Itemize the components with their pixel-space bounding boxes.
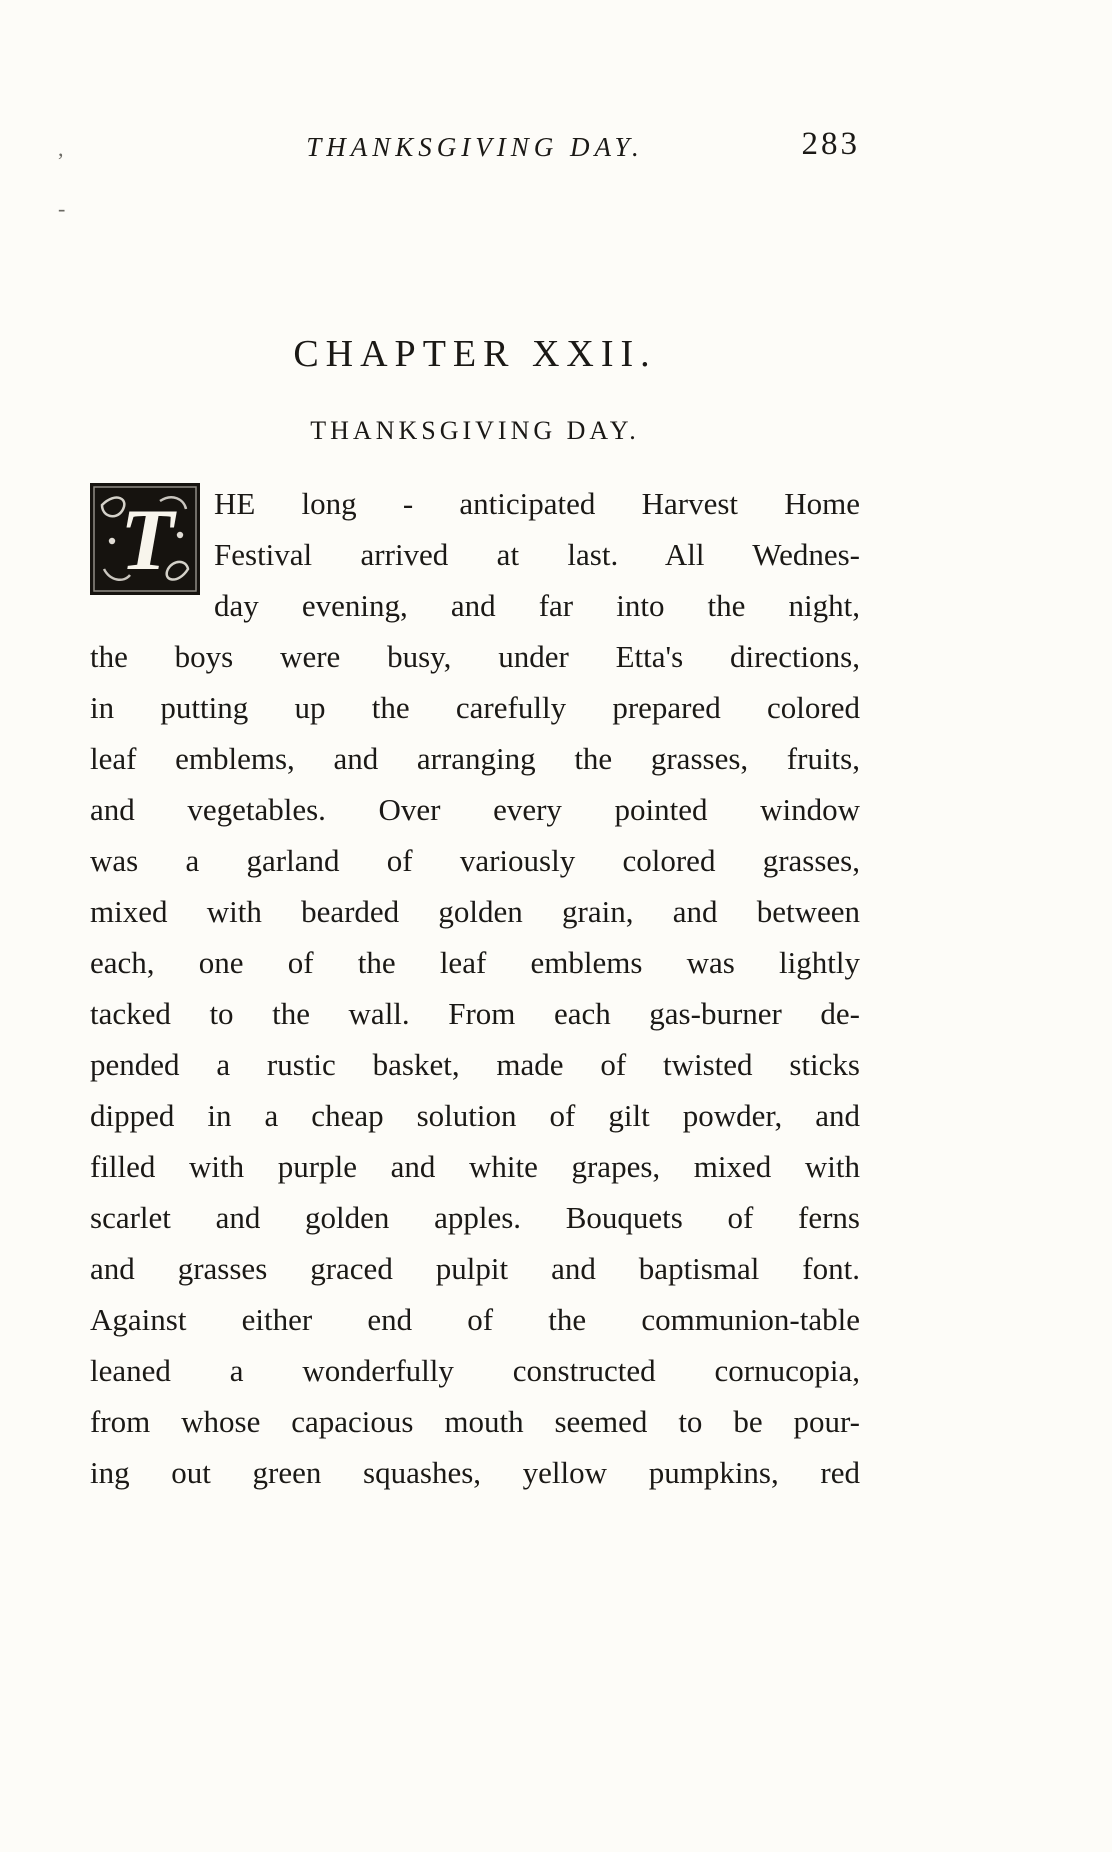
text-line: tacked to the wall. From each gas-burner de- [90,996,860,1031]
text-line: ing out green squashes, yellow pumpkins, red [90,1455,860,1490]
text-line: Festival arrived at last. All Wednes- [214,537,860,572]
running-header-title: THANKSGIVING DAY. [306,132,644,162]
body-text [90,478,860,1498]
text-line: leaf emblems, and arranging the grasses, fruits, [90,741,860,776]
svg-text:T: T [120,492,174,589]
text-block [90,0,860,1498]
text-line: mixed with bearded golden grain, and between [90,894,860,929]
text-line: day evening, and far into the night, [214,588,860,623]
scan-artifact-mark: , [58,136,64,161]
text-line: HE long - anticipated Harvest Home [214,486,860,521]
running-header [90,126,860,168]
chapter-subheading: THANKSGIVING DAY. [310,416,640,445]
text-line: filled with purple and white grapes, mixed with [90,1149,860,1184]
chapter-heading: CHAPTER XXII. [293,333,657,375]
text-line: Against either end of the communion-table [90,1302,860,1337]
text-line: dipped in a cheap solution of gilt powder, and [90,1098,860,1133]
drop-cap-initial [90,483,200,595]
page-number: 283 [801,126,860,162]
text-line: from whose capacious mouth seemed to be pour- [90,1404,860,1439]
text-line: and grasses graced pulpit and baptismal font. [90,1251,860,1286]
text-line: in putting up the carefully prepared colored [90,690,860,725]
text-line: leaned a wonderfully constructed cornucopia, [90,1353,860,1388]
text-line: was a garland of variously colored grasses, [90,843,860,878]
text-line: each, one of the leaf emblems was lightly [90,945,860,980]
text-line: pended a rustic basket, made of twisted sticks [90,1047,860,1082]
text-line: the boys were busy, under Etta's directions, [90,639,860,674]
text-line: scarlet and golden apples. Bouquets of ferns [90,1200,860,1235]
drop-cap-woodcut [90,483,200,595]
scan-artifact-mark: - [58,196,66,221]
text-line: and vegetables. Over every pointed window [90,792,860,827]
